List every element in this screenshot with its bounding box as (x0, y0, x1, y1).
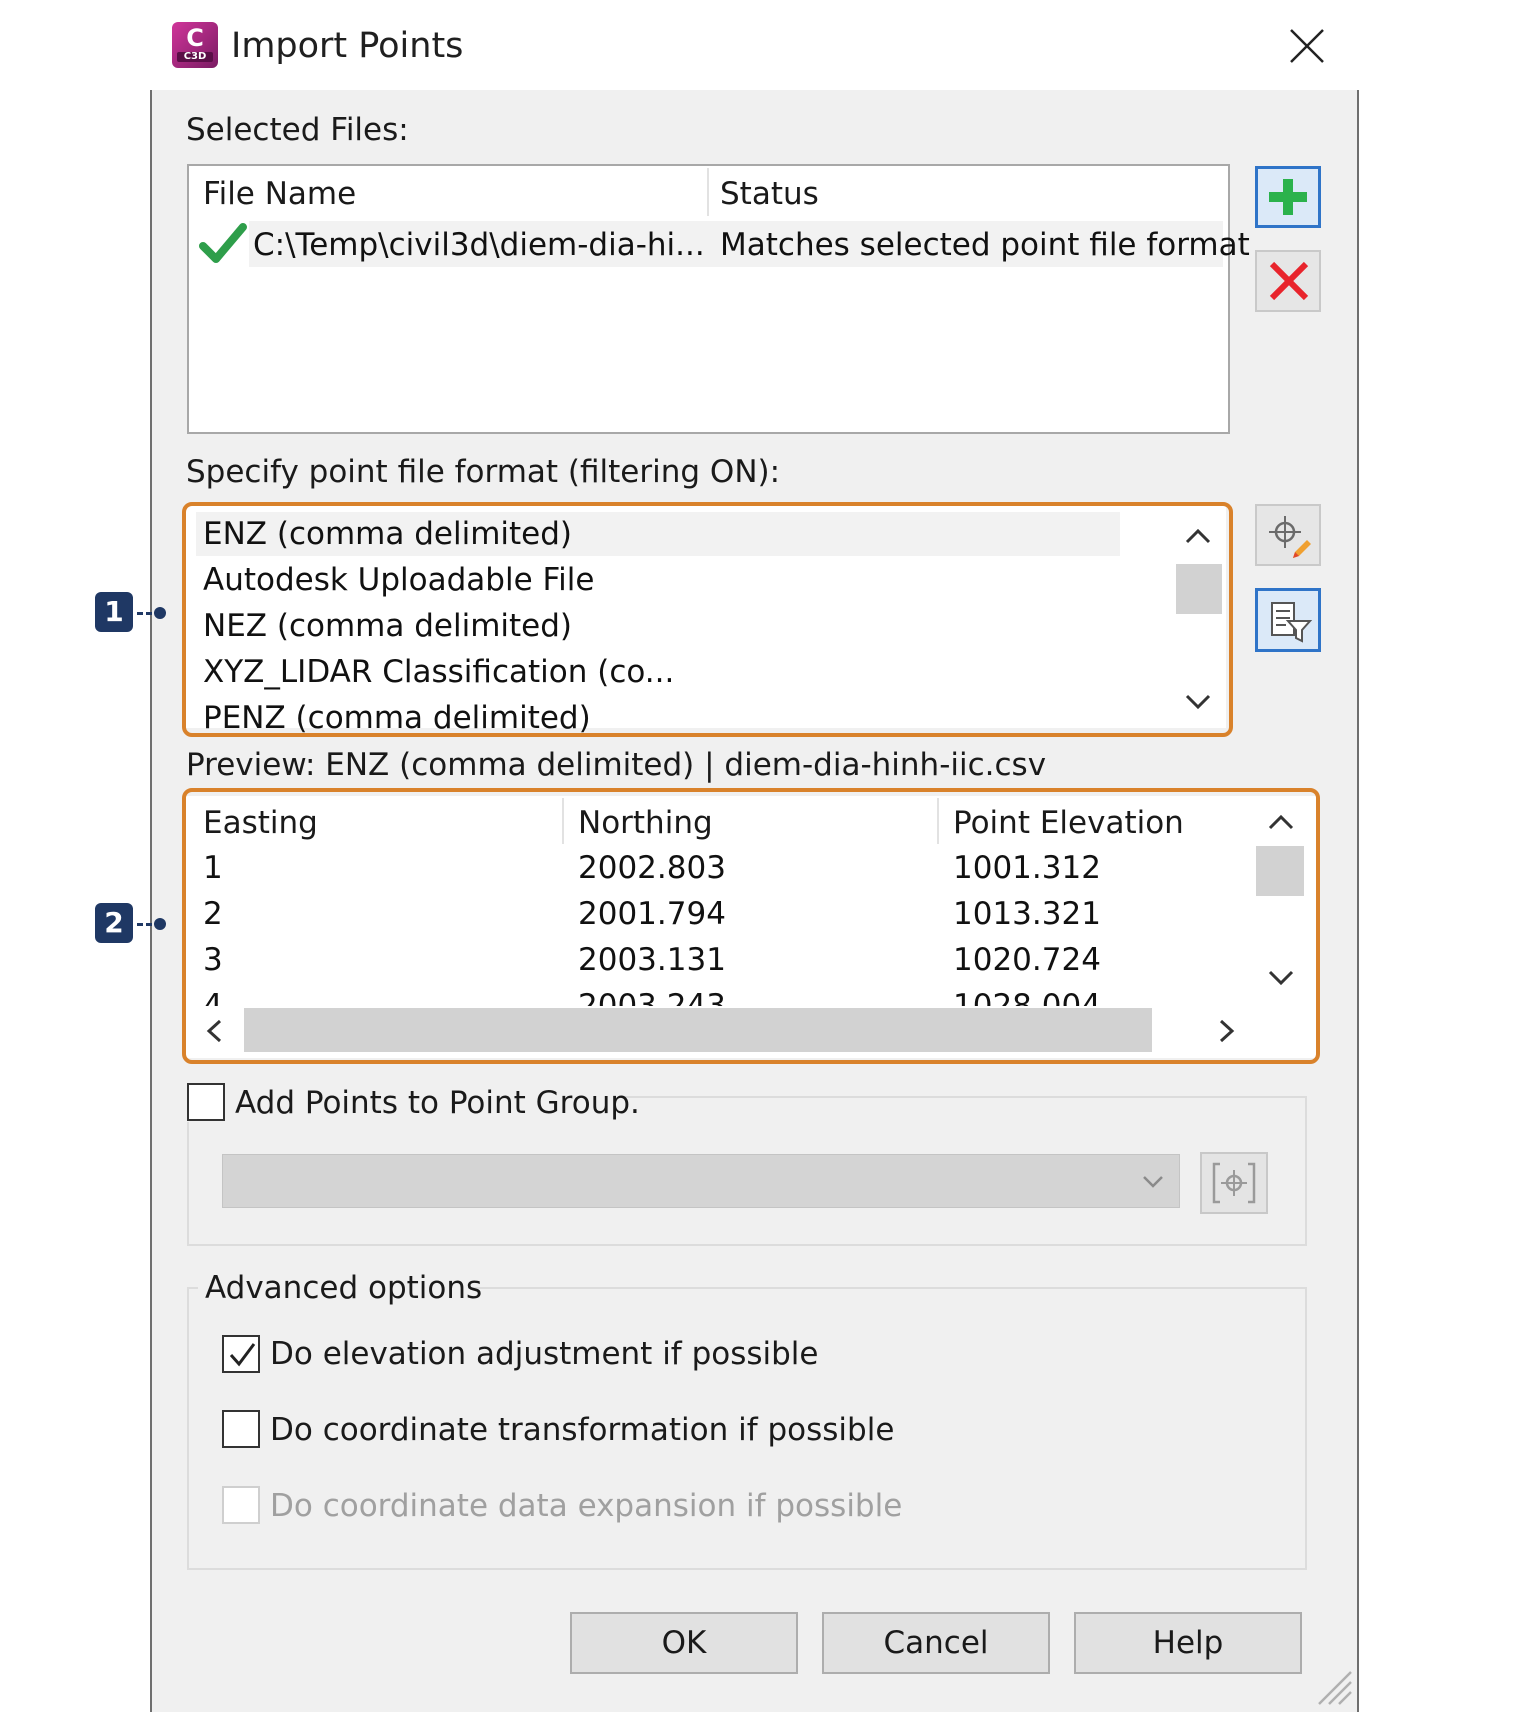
coordinate-transformation-label: Do coordinate transformation if possible (270, 1412, 895, 1448)
edit-format-button[interactable] (1255, 504, 1321, 566)
column-header-easting[interactable]: Easting (203, 805, 318, 841)
checkmark-icon (200, 222, 246, 264)
chevron-down-icon (1139, 1169, 1167, 1193)
preview-cell: 2002.803 (578, 850, 726, 886)
column-header-northing[interactable]: Northing (578, 805, 713, 841)
ok-button[interactable]: OK (570, 1612, 798, 1674)
format-item[interactable]: XYZ_LIDAR Classification (co... (203, 654, 675, 690)
advanced-options-label: Advanced options (205, 1270, 483, 1306)
preview-cell: 1 (203, 850, 223, 886)
cancel-button[interactable]: Cancel (822, 1612, 1050, 1674)
callout-1-highlight (182, 502, 1233, 737)
help-button[interactable]: Help (1074, 1612, 1302, 1674)
preview-cell: 2001.794 (578, 896, 726, 932)
resize-grip-icon[interactable] (1313, 1666, 1353, 1706)
elevation-adjustment-label: Do elevation adjustment if possible (270, 1336, 819, 1372)
column-header-file-name[interactable]: File Name (203, 176, 357, 212)
filter-formats-button[interactable] (1255, 588, 1321, 652)
red-x-icon (1267, 260, 1311, 302)
add-file-button[interactable] (1255, 166, 1321, 228)
coordinate-transformation-checkbox[interactable] (222, 1410, 260, 1448)
civil3d-app-icon: C C3D (172, 22, 218, 68)
add-to-point-group-label: Add Points to Point Group. (235, 1085, 640, 1121)
format-item[interactable]: PENZ (comma delimited) (203, 700, 591, 736)
format-item[interactable]: Autodesk Uploadable File (203, 562, 595, 598)
preview-cell: 1020.724 (953, 942, 1101, 978)
point-group-dropdown[interactable] (222, 1154, 1180, 1208)
create-point-group-button[interactable] (1200, 1152, 1268, 1214)
window-title: Import Points (231, 26, 464, 66)
point-file-format-label: Specify point file format (filtering ON): (186, 454, 781, 490)
close-icon[interactable] (1285, 24, 1329, 68)
file-name-cell: C:\Temp\civil3d\diem-dia-hi... (253, 227, 705, 263)
add-to-point-group-checkbox[interactable] (187, 1083, 225, 1121)
point-group-icon (1210, 1160, 1258, 1206)
edit-format-icon (1265, 512, 1313, 560)
callout-dot-1 (154, 607, 166, 619)
checkmark-icon (227, 1340, 257, 1370)
column-header-point-elevation[interactable]: Point Elevation (953, 805, 1184, 841)
preview-label: Preview: ENZ (comma delimited) | diem-dia-hinh-iic.csv (186, 747, 1047, 783)
preview-cell: 1013.321 (953, 896, 1101, 932)
callout-badge-2: 2 (95, 903, 133, 943)
format-item[interactable]: ENZ (comma delimited) (203, 516, 573, 552)
preview-cell: 2 (203, 896, 223, 932)
preview-cell: 3 (203, 942, 223, 978)
callout-badge-1: 1 (95, 592, 133, 632)
format-item[interactable]: NEZ (comma delimited) (203, 608, 573, 644)
remove-file-button[interactable] (1255, 250, 1321, 312)
filter-icon (1266, 597, 1314, 645)
selected-files-label: Selected Files: (186, 112, 409, 148)
coordinate-data-expansion-checkbox[interactable] (222, 1486, 260, 1524)
preview-cell: 1001.312 (953, 850, 1101, 886)
coordinate-data-expansion-label: Do coordinate data expansion if possible (270, 1488, 903, 1524)
column-header-status[interactable]: Status (720, 176, 819, 212)
preview-cell: 2003.131 (578, 942, 726, 978)
elevation-adjustment-checkbox[interactable] (222, 1335, 260, 1373)
callout-2-highlight (182, 788, 1320, 1064)
callout-dot-2 (154, 918, 166, 930)
plus-icon (1266, 177, 1310, 217)
column-divider (707, 168, 709, 216)
file-status-cell: Matches selected point file format (720, 227, 1250, 263)
